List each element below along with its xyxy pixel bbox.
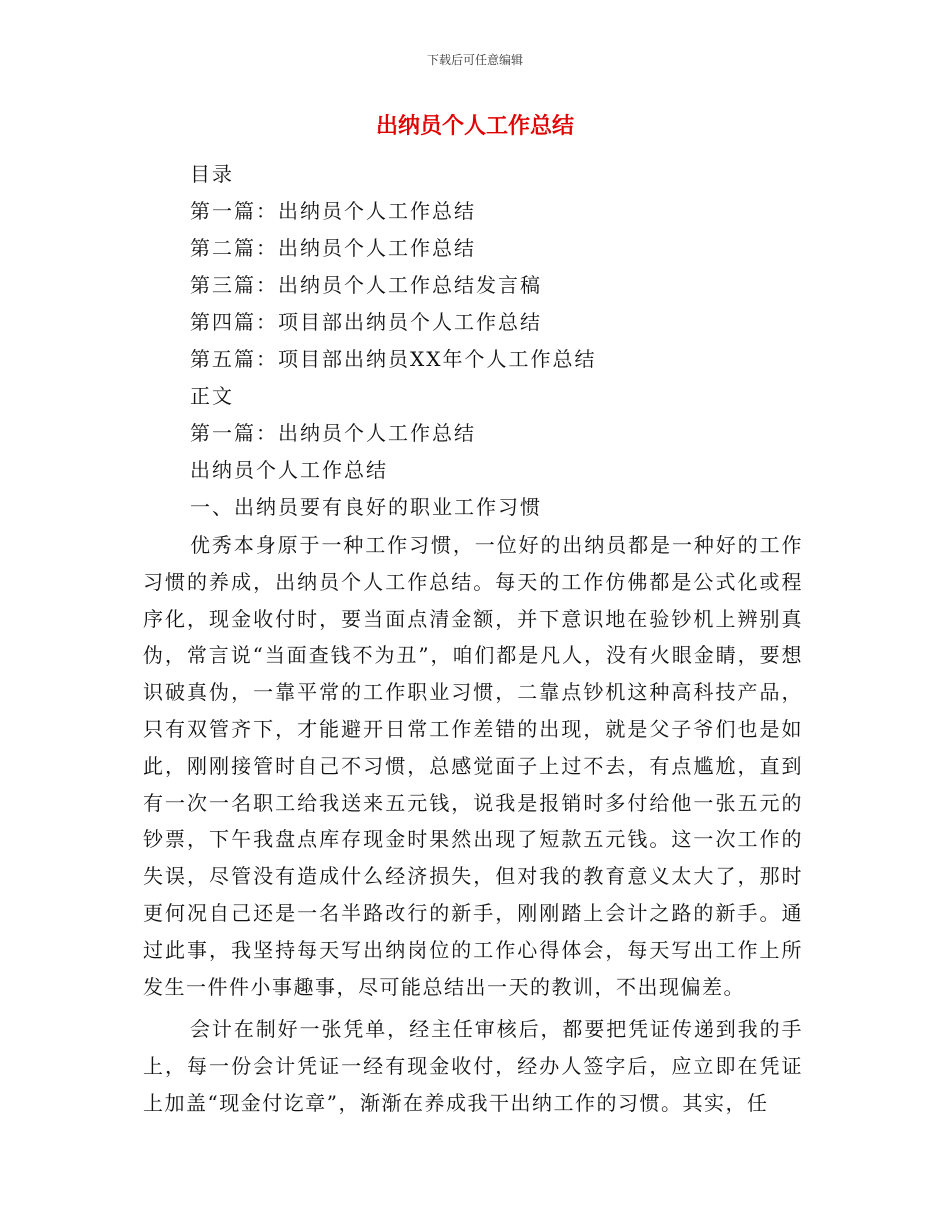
toc-heading: 目录 <box>190 162 234 186</box>
toc-item: 第五篇：项目部出纳员XX年个人工作总结 <box>190 347 597 371</box>
toc-item: 第一篇：出纳员个人工作总结 <box>190 199 476 223</box>
body-heading: 正文 <box>190 384 234 408</box>
toc-item: 第四篇：项目部出纳员个人工作总结 <box>190 310 542 334</box>
subtitle: 出纳员个人工作总结 <box>190 458 388 482</box>
toc-item: 第三篇：出纳员个人工作总结发言稿 <box>190 273 542 297</box>
header-note: 下载后可任意编辑 <box>426 53 523 67</box>
body-paragraph: 会计在制好一张凭单，经主任审核后，都要把凭证传递到我的手上，每一份会计凭证一经有现金收付，经办人签字后，应立即在凭证上加盖“现金付讫章”，渐渐在养成我干出纳工作的习惯。其实，任 <box>143 1017 803 1115</box>
body-paragraph: 优秀本身原于一种工作习惯，一位好的出纳员都是一种好的工作习惯的养成，出纳员个人工作总结。每天的工作仿佛都是公式化或程序化，现金收付时，要当面点清金额，并下意识地在验钞机上辨别真伪，常言说“当面查钱不为丑”，咱们都是凡人，没有火眼金睛，要想识破真伪，一靠平常的工作职业习惯，二靠点钞机这种高科技产品，只有双管齐下，才能避开日常工作差错的出现，就是父子爷们也是如此，刚刚接管时自己不习惯，总感觉面子上过不去，有点尴尬，直到有一次一名职工给我送来五元钱，说我是报销时多付给他一张五元的钞票，下午我盘点库存现金时果然出现了短款五元钱。这一次工作的失误，尽管没有造成什么经济损失，但对我的教育意义太大了，那时更何况自己还是一名半路改行的新手，刚刚踏上会计之路的新手。通过此事，我坚持每天写出纳岗位的工作心得体会，每天写出工作上所发生一件件小事趣事，尽可能总结出一天的教训，不出现偏差。 <box>143 533 803 999</box>
document-title: 出纳员个人工作总结 <box>375 114 574 139</box>
section-heading: 一、出纳员要有良好的职业工作习惯 <box>190 495 542 519</box>
part-title: 第一篇：出纳员个人工作总结 <box>190 421 476 445</box>
toc-item: 第二篇：出纳员个人工作总结 <box>190 236 476 260</box>
